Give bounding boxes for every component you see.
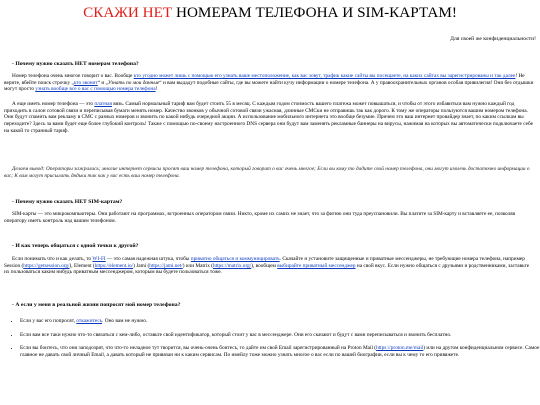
title-red: СКАЖИ НЕТ xyxy=(83,4,173,21)
paragraph-sim-cards: SIM-карты — это микрокомпьютеры. Они работают на программах, встроенных оператором связи. Никто, кроме их самих не знает, что за фигню они туда преуспановили. Вы платите за SIM-карту и вставляете ее, позволяя оператору иметь контроль над вашим телефоном. xyxy=(4,211,516,224)
section-heading-sim-cards: - Почему нужно сказать НЕТ SIM-картам? xyxy=(12,199,123,205)
link-matrix[interactable]: https://matrix.org/ xyxy=(212,262,252,269)
paragraph-conclusion: Делаем вывод: Операторы зажрались; многие интернет сервисы просят ваш номер телефона, который говорит о вас очень многое; Если вы кому то дадите свой номер телефона, они могут извлечь достаточно информации о вас; К вам могут присылать дядьки так как у вас есть ваш номер телефона. xyxy=(4,166,530,179)
link-proton-mail[interactable]: https://proton.me/mail xyxy=(376,345,424,352)
list-item: • Если вы боитесь, что они заподозрят, что что-то неладное тут творится, вы очень-очень боитесь, то дайте им свой Email зарегистрированный на Proton Mail (https://proton.me/mail) или на другом конфиденциальном сервисе. Самое главное не давать свой личный Email, а давать который не привязан ни к каким сервисам. По имейлу тоже можно узнать многое о вас если по вашей биографии, если вы к чему то его привяжете. xyxy=(20,345,540,358)
link-jami[interactable]: https://jami.net/ xyxy=(149,262,183,269)
motto: Для своей же конфиденциальности! xyxy=(450,36,536,42)
list-item: • Если у вас его попросят, откажитесь. Оно вам не нужно. xyxy=(20,318,540,325)
link-element[interactable]: https://element.io/ xyxy=(94,262,134,269)
section-heading-how-to-communicate: - И как теперь общаться с одной точки к другой? xyxy=(12,243,139,249)
section-heading-real-life: - А если у меня в реальной жизни попросят мой номер телефона? xyxy=(12,302,181,308)
link-refuse[interactable]: откажитесь xyxy=(76,318,103,324)
list-item: • Если вам все таки нужно что-то связаться с кем-либо, оставьте свой идентификатор, который стоит у вас в мессенджере. Они его скачают и будут с вами переписываться и звонить бесплатно. xyxy=(20,332,540,339)
section-heading-phone-numbers: - Почему нужно сказать НЕТ номерам телефона? xyxy=(12,61,139,67)
title-rest: НОМЕРАМ ТЕЛЕФОНА И SIM-КАРТАМ! xyxy=(176,4,457,21)
link-private-communication[interactable]: приватно общаться и коммуницировать xyxy=(190,256,280,262)
advice-list xyxy=(10,318,540,359)
page-title xyxy=(0,4,540,22)
paragraph-messengers: Если понимать что и как делать, то WI-FI — это самая надежная штука, чтобы приватно общаться и коммуницировать. Скачайте и установите защищенные и приватные мессенджеры, не требующие номера телефона, например Session (https://getsession.org/), Element (https://element.io/) Jami (https://jami.net/) или Matrix (https://matrix.org/), вообщем выбирайте приватный мессенджер на свой вкус. Если нужно общаться с друзьями и родственниками, заставьте их пользоваться каким нибудь приватным мессенджером, которым вы будете пользоваться тоже. xyxy=(4,256,530,276)
link-wifi[interactable]: WI-FI xyxy=(92,256,106,262)
link-session[interactable]: https://getsession.org/ xyxy=(23,262,70,269)
link-find-all[interactable]: узнать вообще все о вас с помощью номера телефона xyxy=(35,86,156,93)
link-location[interactable]: кто угодно может лишь с помощью его узнать ваше местоположение, как вас зовут, трафик какие сайты вы посещаете, на каких сайтах вы зарегистрированы и так далее xyxy=(133,73,516,79)
link-choose-messenger[interactable]: выбирайте приватный мессенджер xyxy=(277,262,356,269)
paragraph-paid-connection: А еще иметь номер телефона — это платная вязь. Самый нормальный тариф вам будет стоить 55 в месяц. С каждым годом стоимость вашего платежа может повышаться, и чтобы от этого избавиться вам нужно каждый год приходить в салон сотовой связи и переписывая бумаги менять номер. Качество звонков у обычной сотовой связи ужасная, длинные СМСки не отправишь так как дорого. К тому же операторы пользуются вашим номером телефона. Они будут спамить вам рекламу в СМС с разных номеров и звонить по какой нибудь очередной акции. А использование мобильного интернета это вообще безумие. Причем это ваш интернет провайдер знает, по каким ссылкам вы переходите? Здесь за вами будет еще более глубокий контроль! Также с помощью по-своему настроенного DNS сервера они будут вам заменять рекламные баннеры на вирусы, нажимая на которых вы автоматически подключаете себе на какой то странный тариф. xyxy=(4,101,533,134)
link-who-calls[interactable]: кто звонит xyxy=(73,79,98,86)
paragraph-phone-info: Номер телефона очень многое говорит о вас. Вообще кто угодно может лишь с помощью его узнать ваше местоположение, как вас зовут, трафик какие сайты вы посещаете, на каких сайтах вы зарегистрированы и так далее! Не верите, вбейте поиск строчку „кто звонит“ и „Узнать по мои данные“ и вам выдадут подобные сайты, где вы можете найти кучу информации о номере телефона. А у правоохранительных органов особая привилегия! Они без отдышки могут просто узнать вообще все о вас с помощью номера телефона! xyxy=(4,73,534,93)
link-paid[interactable]: платная xyxy=(94,101,112,107)
